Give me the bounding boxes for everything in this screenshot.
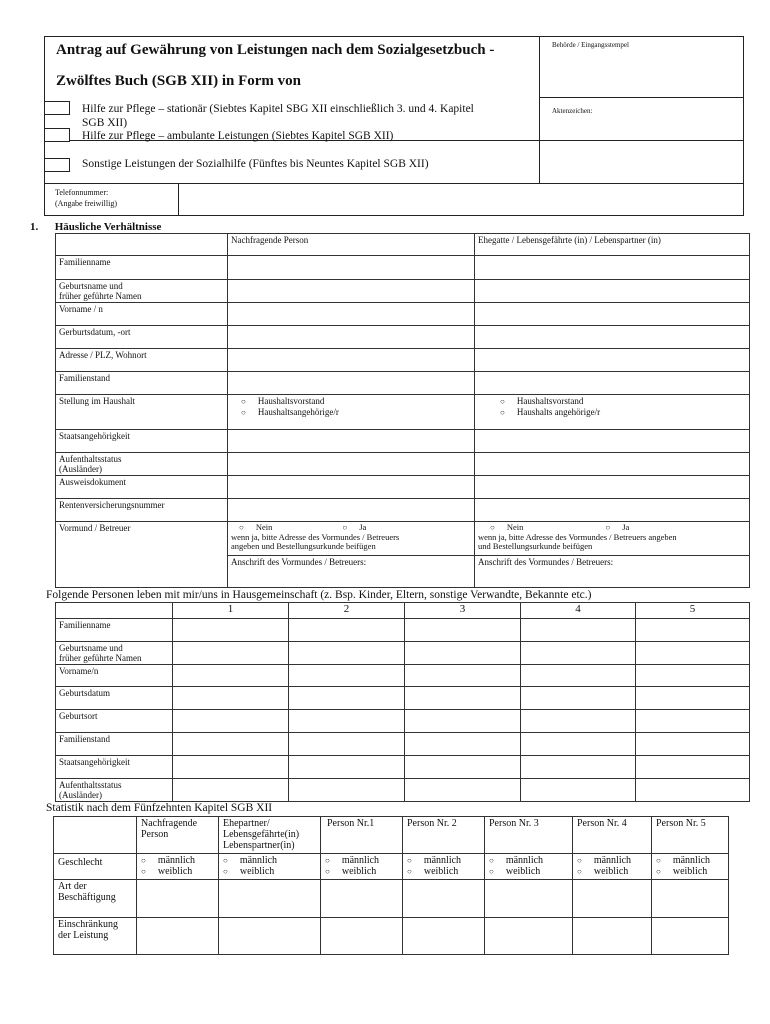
- section3-title: Statistik nach dem Fünfzehnten Kapitel SGB XII: [46, 802, 273, 814]
- form-title-line2: Zwölftes Buch (SGB XII) in Form von: [56, 73, 302, 89]
- row-adresse: Adresse / PLZ, Wohnort: [56, 349, 228, 372]
- member-col-4: 4: [521, 603, 636, 619]
- form-title-line1: Antrag auf Gewährung von Leistungen nach dem Sozialgesetzbuch -: [56, 42, 495, 58]
- phone-input[interactable]: [180, 185, 742, 214]
- radio-female[interactable]: ○ weiblich: [223, 866, 274, 877]
- applicant-household-options: [228, 395, 475, 430]
- row-aufenthaltsstatus: Aufenthaltsstatus (Ausländer): [56, 453, 228, 476]
- radio-female[interactable]: ○ weiblich: [407, 866, 458, 877]
- row-familienstand: Familienstand: [56, 372, 228, 395]
- member-row-geburtsdatum: Geburtsdatum: [56, 687, 173, 710]
- stat-col-person2: Person Nr. 2: [403, 817, 485, 854]
- applicant-guardian-note-1: wenn ja, bitte Adresse des Vormundes / Betreuers: [231, 531, 400, 542]
- col-spouse: Ehegatte / Lebensgefährte (in) / Lebenspartner (in): [475, 234, 750, 256]
- input-spouse-familienstand[interactable]: [475, 372, 750, 395]
- member-row-geburtsname: Geburtsname und früher geführte Namen: [56, 642, 173, 665]
- radio-male[interactable]: ○ männlich: [141, 855, 195, 866]
- checkbox-care-inpatient[interactable]: [44, 101, 70, 115]
- row-stellung: Stellung im Haushalt: [56, 395, 228, 430]
- checkbox-other-benefits[interactable]: [44, 158, 70, 172]
- stat-row-job: Art der Beschäftigung: [54, 880, 137, 918]
- radio-female[interactable]: ○ weiblich: [141, 866, 192, 877]
- section1-title: 1. Häusliche Verhältnisse: [30, 221, 162, 233]
- gender-partner: [219, 854, 321, 880]
- header-divider-stamp: [539, 97, 744, 98]
- radio-spouse-guardian-yes[interactable]: ○ Ja: [605, 522, 629, 532]
- row-rentenversicherung: Rentenversicherungsnummer: [56, 499, 228, 522]
- spouse-guardian-address[interactable]: Anschrift des Vormundes / Betreuers:: [475, 556, 750, 588]
- row-geburtsdatum: Gerburtsdatum, -ort: [56, 326, 228, 349]
- input-applicant-staatsang[interactable]: [228, 430, 475, 453]
- radio-male[interactable]: ○ männlich: [325, 855, 379, 866]
- option-other-benefits: Sonstige Leistungen der Sozialhilfe (Fünftes bis Neuntes Kapitel SGB XII): [82, 158, 429, 170]
- household-members-table: [55, 602, 750, 802]
- radio-female[interactable]: ○ weiblich: [577, 866, 628, 877]
- phone-label-optional: (Angabe freiwillig): [55, 199, 117, 208]
- stat-row-gender: Geschlecht: [54, 854, 137, 880]
- member-row-geburtsort: Geburtsort: [56, 710, 173, 733]
- input-applicant-ausweis[interactable]: [228, 476, 475, 499]
- stat-col-person5: Person Nr. 5: [652, 817, 729, 854]
- applicant-guardian: [228, 522, 475, 556]
- gender-person3: [485, 854, 573, 880]
- radio-female[interactable]: ○ weiblich: [489, 866, 540, 877]
- stat-col-applicant: Nachfragende Person: [137, 817, 219, 854]
- stat-col-person4: Person Nr. 4: [573, 817, 652, 854]
- gender-person4: [573, 854, 652, 880]
- input-spouse-familienname[interactable]: [475, 256, 750, 280]
- header-divider-phone: [44, 183, 744, 184]
- option-care-outpatient: Hilfe zur Pflege – ambulante Leistungen (Siebtes Kapitel SGB XII): [82, 130, 394, 142]
- radio-female[interactable]: ○ weiblich: [325, 866, 376, 877]
- input-applicant-adresse[interactable]: [228, 349, 475, 372]
- gender-person2: [403, 854, 485, 880]
- radio-applicant-member[interactable]: ○ Haushaltsangehörige/r: [231, 407, 471, 418]
- radio-applicant-guardian-no[interactable]: ○ Nein: [231, 522, 272, 532]
- row-geburtsname: Geburtsname und früher geführte Namen: [56, 280, 228, 303]
- input-spouse-adresse[interactable]: [475, 349, 750, 372]
- input-applicant-familienstand[interactable]: [228, 372, 475, 395]
- spouse-guardian: [475, 522, 750, 556]
- gender-applicant: [137, 854, 219, 880]
- member-col-2: 2: [289, 603, 405, 619]
- input-applicant-geburtsname[interactable]: [228, 280, 475, 303]
- row-vorname: Vorname / n: [56, 303, 228, 326]
- member-row-vorname: Vorname/n: [56, 665, 173, 687]
- household-table: [55, 233, 750, 588]
- spouse-guardian-note-2: und Bestellungsurkunde beifügen: [478, 541, 593, 551]
- member-row-aufenthalt: Aufenthaltsstatus (Ausländer): [56, 779, 173, 802]
- input-spouse-rente[interactable]: [475, 499, 750, 522]
- row-ausweis: Ausweisdokument: [56, 476, 228, 499]
- radio-male[interactable]: ○ männlich: [577, 855, 631, 866]
- stat-col-partner: Ehepartner/ Lebensgefährte(in) Lebenspartner(in): [219, 817, 321, 854]
- member-col-1: 1: [173, 603, 289, 619]
- gender-person5: [652, 854, 729, 880]
- input-spouse-ausweis[interactable]: [475, 476, 750, 499]
- radio-spouse-member[interactable]: ○ Haushalts angehörige/r: [478, 407, 746, 418]
- checkbox-care-outpatient[interactable]: [44, 128, 70, 142]
- row-vormund: Vormund / Betreuer: [56, 522, 228, 588]
- member-row-familienname: Familienname: [56, 619, 173, 642]
- option-care-inpatient: Hilfe zur Pflege – stationär (Siebtes Kapitel SBG XII einschließlich 3. und 4. Kapitel: [82, 103, 474, 115]
- radio-spouse-guardian-no[interactable]: ○ Nein: [478, 522, 523, 532]
- option-care-inpatient-cont: SGB XII): [82, 117, 128, 129]
- radio-applicant-head[interactable]: ○ Haushaltsvorstand: [231, 396, 471, 407]
- input-applicant-geburtsdatum[interactable]: [228, 326, 475, 349]
- member-col-5: 5: [636, 603, 750, 619]
- stamp-label: Behörde / Eingangsstempel: [552, 41, 629, 49]
- header-divider-vertical: [539, 36, 540, 183]
- input-applicant-familienname[interactable]: [228, 256, 475, 280]
- radio-female[interactable]: ○ weiblich: [656, 866, 707, 877]
- input-spouse-geburtsdatum[interactable]: [475, 326, 750, 349]
- radio-male[interactable]: ○ männlich: [656, 855, 710, 866]
- member-col-3: 3: [405, 603, 521, 619]
- member-row-familienstand: Familienstand: [56, 733, 173, 756]
- applicant-guardian-note-2: angeben und Bestellungsurkunde beifügen: [231, 541, 376, 551]
- input-applicant-rente[interactable]: [228, 499, 475, 522]
- input-applicant-aufenthalt[interactable]: [228, 453, 475, 476]
- radio-applicant-guardian-yes[interactable]: ○ Ja: [342, 522, 366, 532]
- member-row-staatsang: Staatsangehörigkeit: [56, 756, 173, 779]
- input-spouse-vorname[interactable]: [475, 303, 750, 326]
- input-spouse-geburtsname[interactable]: [475, 280, 750, 303]
- section2-intro: Folgende Personen leben mit mir/uns in Hausgemeinschaft (z. Bsp. Kinder, Eltern, sonstige Verwandte, Bekannte etc.): [46, 589, 592, 601]
- input-spouse-staatsang[interactable]: [475, 430, 750, 453]
- stat-row-restriction: Einschränkung der Leistung: [54, 918, 137, 955]
- row-familienname: Familienname: [56, 256, 228, 280]
- spouse-guardian-note-1: wenn ja, bitte Adresse des Vormundes / Betreuers angeben: [478, 531, 677, 542]
- phone-field-divider: [178, 183, 179, 216]
- statistics-table: [53, 816, 729, 955]
- spouse-household-options: [475, 395, 750, 430]
- input-applicant-vorname[interactable]: [228, 303, 475, 326]
- file-number-label: Aktenzeichen:: [552, 107, 593, 115]
- row-staatsangehoerigkeit: Staatsangehörigkeit: [56, 430, 228, 453]
- applicant-guardian-address[interactable]: Anschrift des Vormundes / Betreuers:: [228, 556, 475, 588]
- radio-male[interactable]: ○ männlich: [407, 855, 461, 866]
- radio-male[interactable]: ○ männlich: [223, 855, 277, 866]
- stat-col-person3: Person Nr. 3: [485, 817, 573, 854]
- radio-spouse-head[interactable]: ○ Haushaltsvorstand: [478, 396, 746, 407]
- gender-person1: [321, 854, 403, 880]
- input-spouse-aufenthalt[interactable]: [475, 453, 750, 476]
- radio-male[interactable]: ○ männlich: [489, 855, 543, 866]
- stat-col-person1: Person Nr.1: [321, 817, 403, 854]
- col-applicant: Nachfragende Person: [228, 234, 475, 256]
- phone-label: Telefonnummer:: [55, 188, 109, 197]
